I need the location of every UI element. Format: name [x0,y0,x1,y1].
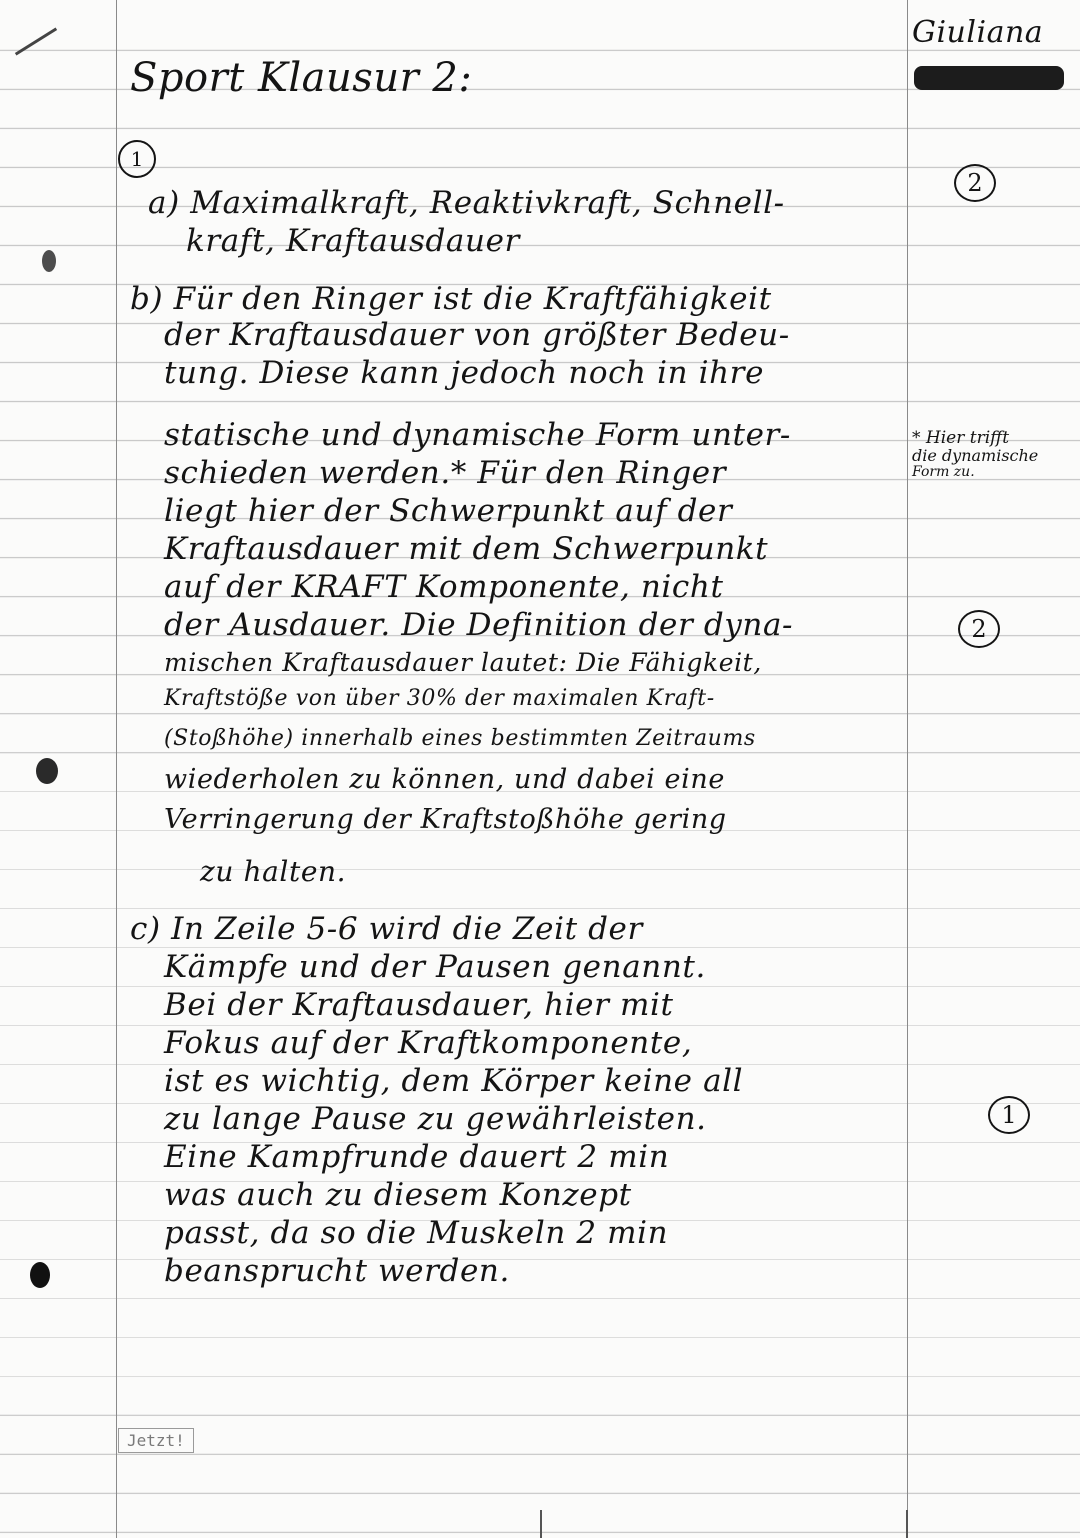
score-circle: 2 [958,610,1000,648]
score-circle: 1 [988,1096,1030,1134]
answer-line: Kraftausdauer mit dem Schwerpunkt [164,531,769,567]
answer-line: Verringerung der Kraftstoßhöhe gering [164,804,727,835]
redacted-surname [914,66,1064,90]
score-circle: 2 [954,164,996,202]
answer-line: liegt hier der Schwerpunkt auf der [164,493,733,529]
answer-line: b) Für den Ringer ist die Kraftfähigkeit [130,281,772,317]
answer-line: wiederholen zu können, und dabei eine [164,764,725,795]
answer-line: (Stoßhöhe) innerhalb eines bestimmten Zeitraums [164,726,756,751]
margin-note-line: die dynamische [912,445,1039,465]
answer-line: c) In Zeile 5-6 wird die Zeit der [130,911,643,947]
answer-line: der Kraftausdauer von größter Bedeu- [164,317,790,353]
left-margin-line [116,0,117,1538]
punch-hole [30,1262,50,1288]
answer-line: auf der KRAFT Komponente, nicht [164,569,724,605]
answer-line: beansprucht werden. [164,1253,510,1289]
pen-stroke-mark [906,1510,908,1538]
right-margin-line [907,0,908,1538]
answer-line: Eine Kampfrunde dauert 2 min [164,1139,670,1175]
answer-line: tung. Diese kann jedoch noch in ihre [164,355,765,391]
margin-note-line: * Hier trifft [912,428,1010,448]
answer-line: der Ausdauer. Die Definition der dyna- [164,607,794,643]
answer-line: zu halten. [200,855,347,888]
answer-line: Fokus auf der Kraftkomponente, [164,1025,693,1061]
answer-line: a) Maximalkraft, Reaktivkraft, Schnell- [148,185,785,221]
author-name: Giuliana [912,15,1044,50]
answer-line: zu lange Pause zu gewährleisten. [164,1101,707,1137]
punch-hole [36,758,58,784]
answer-line: ist es wichtig, dem Körper keine all [164,1063,744,1099]
pen-stroke-mark [15,28,57,56]
answer-line: passt, da so die Muskeln 2 min [164,1215,669,1251]
pen-stroke-mark [540,1510,542,1538]
answer-line: Kraftstöße von über 30% der maximalen Kraft- [164,686,715,711]
answer-line: schieden werden.* Für den Ringer [164,455,727,491]
margin-note [912,430,1072,479]
answer-line: Kämpfe und der Pausen genannt. [164,949,706,985]
answer-line: mischen Kraftausdauer lautet: Die Fähigkeit, [164,648,762,677]
answer-line: Bei der Kraftausdauer, hier mit [164,987,674,1023]
page-title: Sport Klausur 2: [130,55,473,101]
margin-note-line: Form zu. [912,463,975,480]
punch-hole [42,250,56,272]
answer-line: statische und dynamische Form unter- [164,417,792,453]
stamp-mark: Jetzt! [118,1428,194,1453]
answer-line: kraft, Kraftausdauer [186,223,520,259]
answer-line: was auch zu diesem Konzept [164,1177,632,1213]
question-number: 1 [118,140,156,178]
